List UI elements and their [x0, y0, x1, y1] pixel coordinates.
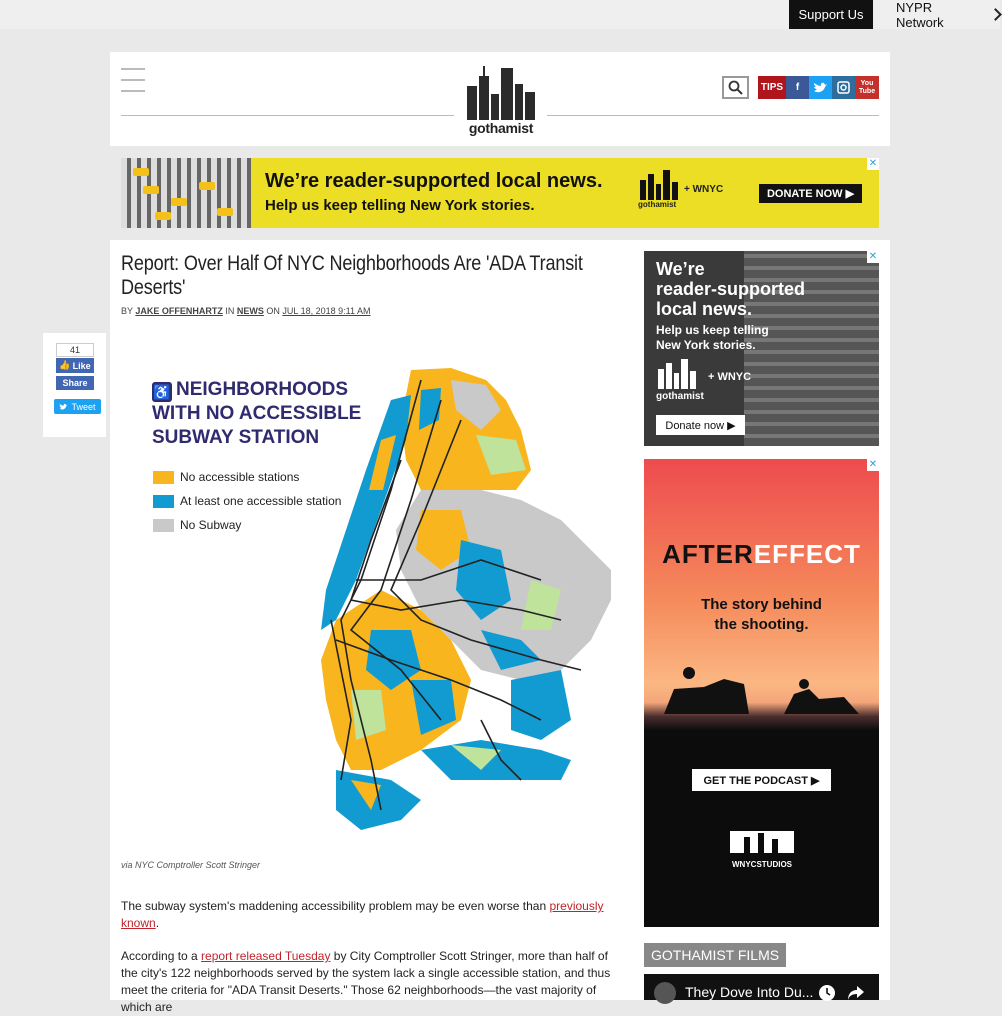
gothamist-logo[interactable] [461, 64, 541, 142]
ad2-subtitle: The story behind the shooting. [701, 596, 822, 633]
logo-text: gothamist [468, 120, 534, 136]
ad1-subhead: Help us keep telling New York stories. [656, 323, 769, 352]
thumbs-up-icon: 👍 [59, 360, 71, 370]
article-map-image[interactable] [121, 340, 621, 860]
instagram-icon[interactable] [832, 76, 855, 99]
legend-swatch-gray [153, 519, 174, 532]
banner-subhead: Help us keep telling New York stories. [265, 197, 535, 214]
ad1-partner-text: + WNYC [708, 371, 752, 383]
report-link[interactable]: report released Tuesday [201, 949, 331, 963]
section-link[interactable]: NEWS [236, 306, 264, 316]
clock-icon[interactable] [818, 984, 836, 1002]
skyline-icon [461, 64, 541, 120]
banner-donate-button[interactable]: DONATE NOW ▶ [759, 184, 862, 203]
support-us-button[interactable]: Support Us [789, 0, 873, 29]
sidebar-donate-ad[interactable] [644, 251, 879, 446]
like-count: 41 [56, 343, 94, 357]
search-icon [728, 80, 743, 95]
video-player[interactable] [644, 974, 879, 1000]
search-button[interactable] [722, 76, 749, 99]
legend-swatch-blue [153, 495, 174, 508]
twitter-icon[interactable] [809, 76, 832, 99]
ad1-donate-button[interactable]: Donate now ▶ [656, 415, 745, 435]
top-bar [0, 0, 1000, 29]
chevron-right-icon [989, 8, 1002, 21]
instagram-camera-icon [837, 81, 850, 94]
tips-button[interactable]: TIPS [758, 76, 786, 99]
legend-item-no-accessible: No accessible stations [153, 470, 299, 484]
legend-item-no-subway: No Subway [153, 518, 241, 532]
previously-known-link[interactable]: previously known [121, 899, 604, 930]
facebook-icon[interactable]: f [786, 76, 809, 99]
article-byline: BY JAKE OFFENHARTZ IN NEWS ON JUL 18, 2018 9:11 AM [121, 306, 371, 316]
banner-street-photo [121, 158, 251, 228]
header-divider-right [547, 115, 879, 116]
site-header [110, 52, 890, 146]
aftereffect-podcast-ad[interactable] [644, 459, 879, 927]
skyline-icon [638, 170, 682, 200]
skyline-icon [656, 359, 700, 389]
hamburger-menu-icon[interactable] [121, 68, 145, 92]
gothamist-films-heading: GOTHAMIST FILMS [644, 943, 786, 967]
legend-swatch-yellow [153, 471, 174, 484]
facebook-like-button[interactable]: 👍 Like [56, 358, 94, 373]
wnyc-studios-logo [730, 827, 794, 867]
banner-logo-text: gothamist [638, 200, 677, 209]
wnyc-bars-icon [730, 827, 794, 853]
twitter-bird-icon [59, 403, 68, 411]
ad2-silhouette-illustration [644, 659, 879, 719]
image-caption: via NYC Comptroller Scott Stringer [121, 860, 261, 870]
donate-banner-ad[interactable] [121, 158, 879, 228]
ad1-logo [656, 359, 776, 407]
nypr-network-label: NYPR Network [896, 0, 944, 30]
ad1-headline: We’re reader-supported local news. [656, 259, 806, 319]
article-paragraph-1: The subway system's maddening accessibility problem may be even worse than previously known. [121, 899, 604, 930]
facebook-share-button[interactable]: Share [56, 376, 94, 390]
nypr-network-menu[interactable] [896, 0, 1000, 29]
header-divider-left [121, 115, 454, 116]
tweet-button[interactable]: Tweet [54, 399, 101, 414]
wnyc-studios-text: WNYCSTUDIOS [732, 860, 792, 869]
channel-avatar [654, 982, 676, 1004]
share-widget [43, 333, 106, 437]
author-link[interactable]: JAKE OFFENHARTZ [135, 306, 223, 316]
banner-partner-text: + WNYC [684, 184, 724, 195]
ad-close-icon[interactable]: ✕ [868, 158, 878, 169]
ad2-title: AFTEREFFECT [662, 539, 861, 569]
twitter-bird-icon [813, 82, 828, 94]
youtube-icon[interactable]: You Tube [855, 76, 879, 99]
article-paragraph-2: According to a report released Tuesday by City Comptroller Scott Stringer, more than half of the city's 122 neighborhoods served by the system lack a single accessible station, and thus meet the criteria for "ADA Transit Deserts." Those 62 neighborhoods—the vast majority of which are [121, 949, 611, 1014]
wheelchair-accessible-icon: ♿ [153, 384, 171, 400]
map-legend-title: ♿ NEIGHBORHOODS WITH NO ACCESSIBLE SUBWAY STATION [152, 379, 362, 448]
banner-headline: We’re reader-supported local news. [265, 170, 603, 192]
video-title[interactable]: They Dove Into Du... [685, 984, 814, 1000]
get-podcast-button[interactable]: GET THE PODCAST ▶ [692, 769, 831, 791]
legend-item-accessible: At least one accessible station [153, 494, 341, 508]
ad1-logo-text: gothamist [656, 391, 704, 402]
banner-logo [638, 170, 738, 214]
article-date: JUL 18, 2018 9:11 AM [282, 306, 371, 316]
ad-close-icon[interactable]: ✕ [868, 459, 878, 470]
article-title: Report: Over Half Of NYC Neighborhoods Are 'ADA Transit Deserts' [121, 252, 583, 299]
share-arrow-icon[interactable] [847, 985, 865, 1001]
ad-close-icon[interactable]: ✕ [868, 251, 878, 262]
